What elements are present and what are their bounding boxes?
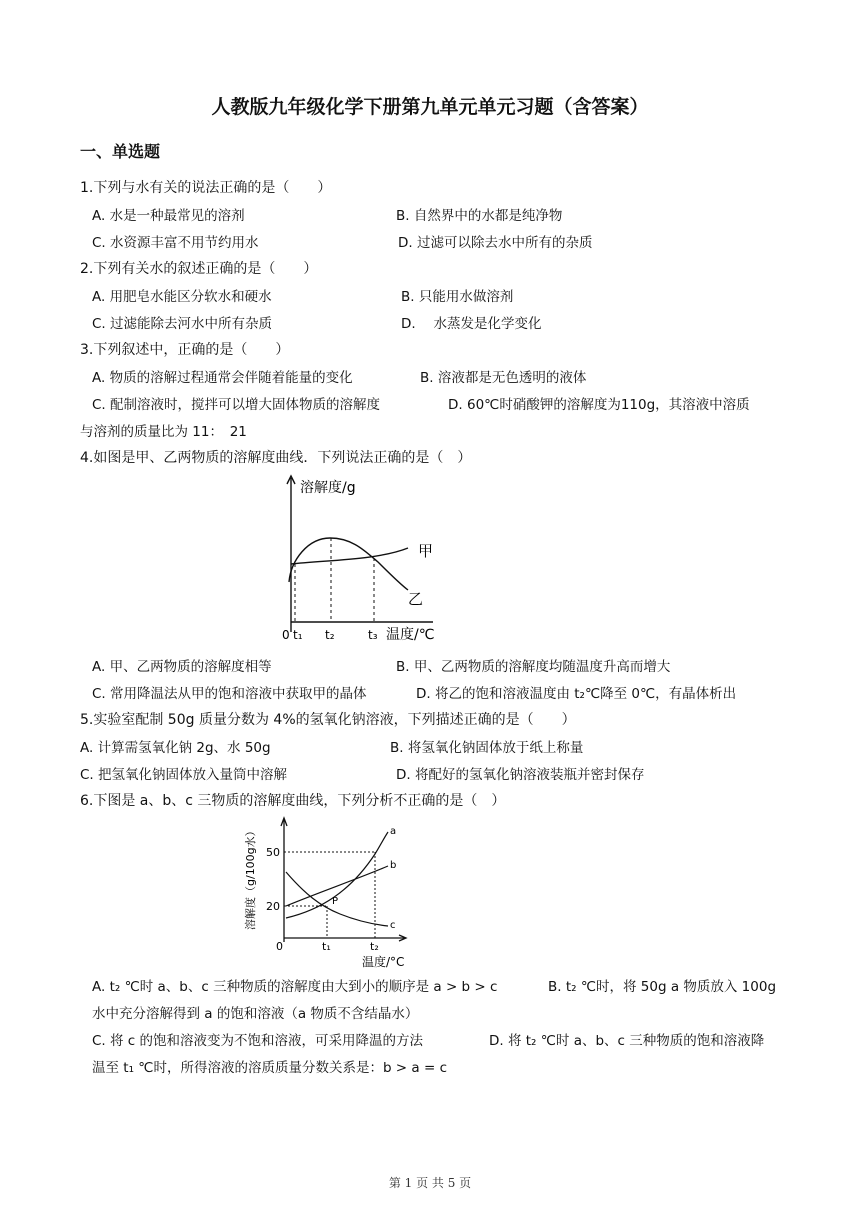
q4-option-a[interactable]: A. 甲、乙两物质的溶解度相等 bbox=[92, 659, 272, 675]
q6-option-d[interactable]: D. 将 t₂ ℃时 a、b、c 三种物质的饱和溶液降 bbox=[489, 1033, 765, 1049]
question-1-stem: 1.下列与水有关的说法正确的是（ ） bbox=[80, 180, 332, 196]
fig2-y-label: 溶解度（g/100g水） bbox=[244, 825, 257, 930]
fig1-tick-t2: t₂ bbox=[325, 628, 335, 642]
question-5-stem: 5.实验室配制 50g 质量分数为 4%的氢氧化钠溶液，下列描述正确的是（ ） bbox=[80, 712, 576, 728]
fig1-x-label: 温度/℃ bbox=[386, 627, 435, 643]
q5-option-d[interactable]: D. 将配好的氢氧化钠溶液装瓶并密封保存 bbox=[396, 767, 645, 783]
q2-option-c[interactable]: C. 过滤能除去河水中所有杂质 bbox=[92, 316, 273, 332]
fig2-ytick-20: 20 bbox=[266, 900, 280, 913]
fig2-x-label: 温度/°C bbox=[362, 955, 405, 968]
q6-option-a[interactable]: A. t₂ ℃时 a、b、c 三种物质的溶解度由大到小的顺序是 a > b > c bbox=[92, 979, 498, 995]
q1-option-c[interactable]: C. 水资源丰富不用节约用水 bbox=[92, 235, 259, 251]
fig2-series-c: c bbox=[390, 920, 396, 931]
fig1-tick-t1: t₁ bbox=[293, 628, 303, 642]
q6-option-b[interactable]: B. t₂ ℃时，将 50g a 物质放入 100g bbox=[548, 979, 777, 995]
fig1-series-yi: 乙 bbox=[408, 590, 424, 608]
q5-option-a[interactable]: A. 计算需氢氧化钠 2g、水 50g bbox=[80, 740, 271, 756]
question-2-stem: 2.下列有关水的叙述正确的是（ ） bbox=[80, 261, 318, 277]
fig2-ytick-50: 50 bbox=[266, 846, 280, 859]
fig1-y-label: 溶解度/g bbox=[300, 480, 356, 496]
solubility-curve-figure-2 bbox=[240, 814, 420, 968]
question-6-stem: 6.下图是 a、b、c 三物质的溶解度曲线，下列分析不正确的是（ ） bbox=[80, 793, 506, 809]
q2-option-d[interactable]: D. 水蒸发是化学变化 bbox=[401, 316, 542, 332]
q2-option-a[interactable]: A. 用肥皂水能区分软水和硬水 bbox=[92, 289, 272, 305]
q6-option-d-continued: 温至 t₁ ℃时，所得溶液的溶质质量分数关系是：b > a = c bbox=[92, 1060, 448, 1076]
q4-option-c[interactable]: C. 常用降温法从甲的饱和溶液中获取甲的晶体 bbox=[92, 686, 367, 702]
fig2-origin: 0 bbox=[276, 940, 283, 953]
q6-option-b-continued: 水中充分溶解得到 a 的饱和溶液（a 物质不含结晶水） bbox=[92, 1006, 419, 1022]
q5-option-b[interactable]: B. 将氢氧化钠固体放于纸上称量 bbox=[390, 740, 584, 756]
fig1-tick-t3: t₃ bbox=[368, 628, 378, 642]
fig2-point-p: P bbox=[332, 896, 339, 907]
question-4-stem: 4.如图是甲、乙两物质的溶解度曲线．下列说法正确的是（ ） bbox=[80, 450, 472, 466]
q3-option-c[interactable]: C. 配制溶液时，搅拌可以增大固体物质的溶解度 bbox=[92, 397, 381, 413]
q3-option-d[interactable]: D. 60℃时硝酸钾的溶解度为110g，其溶液中溶质 bbox=[448, 397, 750, 413]
fig1-curve-jia bbox=[291, 548, 408, 564]
fig2-xtick-t1: t₁ bbox=[322, 940, 331, 953]
question-3-stem: 3.下列叙述中，正确的是（ ） bbox=[80, 342, 290, 358]
fig1-series-jia: 甲 bbox=[418, 542, 434, 560]
fig2-series-b: b bbox=[390, 860, 397, 871]
q4-option-b[interactable]: B. 甲、乙两物质的溶解度均随温度升高而增大 bbox=[396, 659, 671, 675]
q2-option-b[interactable]: B. 只能用水做溶剂 bbox=[401, 289, 514, 305]
q1-option-a[interactable]: A. 水是一种最常见的溶剂 bbox=[92, 208, 245, 224]
q1-option-b[interactable]: B. 自然界中的水都是纯净物 bbox=[396, 208, 563, 224]
fig2-xtick-t2: t₂ bbox=[370, 940, 379, 953]
q1-option-d[interactable]: D. 过滤可以除去水中所有的杂质 bbox=[398, 235, 593, 251]
solubility-curve-figure-1 bbox=[278, 472, 448, 648]
q6-option-c[interactable]: C. 将 c 的饱和溶液变为不饱和溶液，可采用降温的方法 bbox=[92, 1033, 424, 1049]
q3-option-a[interactable]: A. 物质的溶解过程通常会伴随着能量的变化 bbox=[92, 370, 353, 386]
page-title: 人教版九年级化学下册第九单元单元习题（含答案） bbox=[211, 96, 649, 118]
page-footer: 第 1 页 共 5 页 bbox=[388, 1176, 472, 1190]
q3-option-d-continued: 与溶剂的质量比为 11： 21 bbox=[80, 424, 247, 440]
q5-option-c[interactable]: C. 把氢氧化钠固体放入量筒中溶解 bbox=[80, 767, 288, 783]
q3-option-b[interactable]: B. 溶液都是无色透明的液体 bbox=[420, 370, 587, 386]
fig1-curve-yi bbox=[289, 538, 408, 590]
fig2-series-a: a bbox=[390, 826, 397, 837]
section-heading: 一、单选题 bbox=[80, 142, 161, 161]
q4-option-d[interactable]: D. 将乙的饱和溶液温度由 t₂℃降至 0℃，有晶体析出 bbox=[416, 686, 737, 702]
fig1-origin: 0 bbox=[282, 628, 290, 642]
